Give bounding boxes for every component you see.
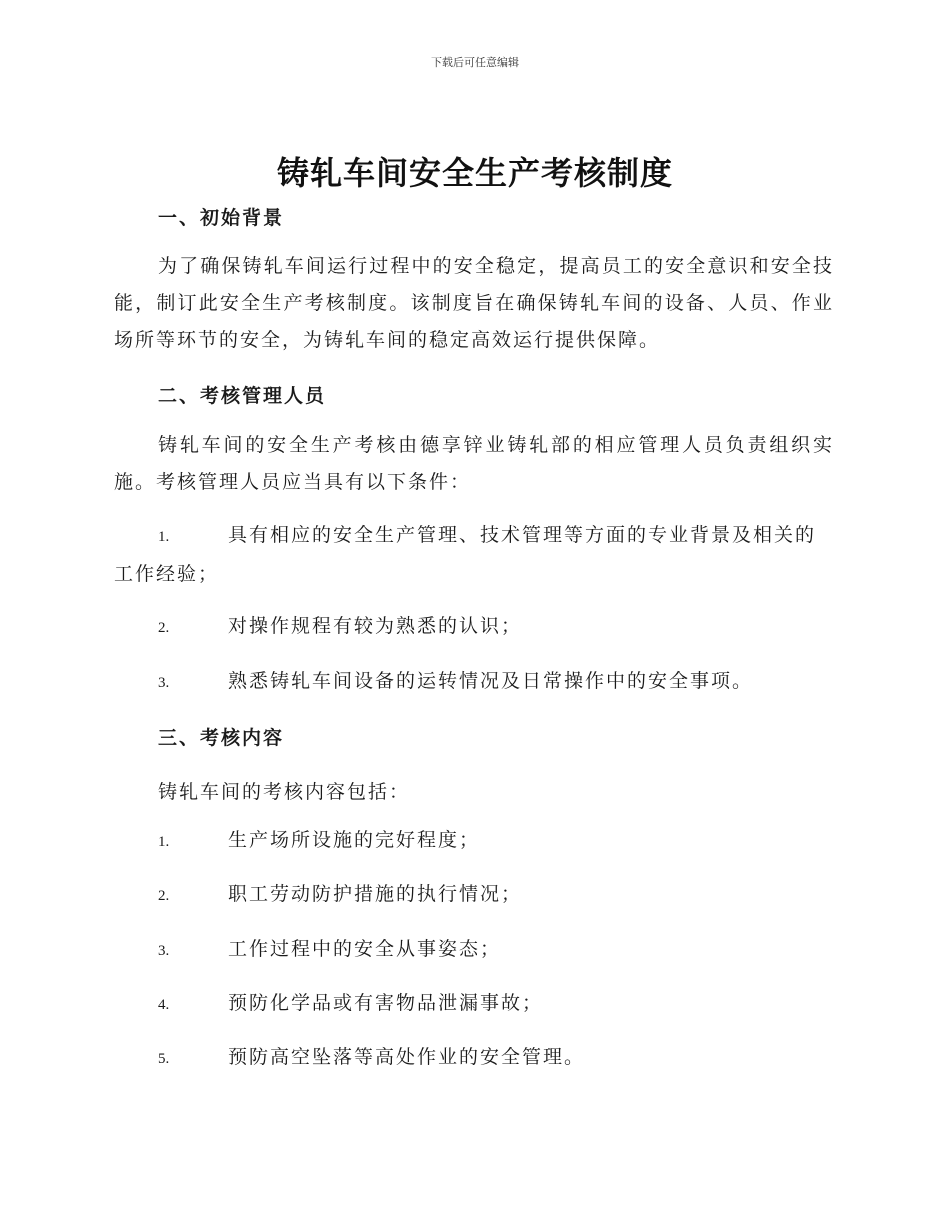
section-2-list-item	[114, 663, 834, 702]
list-text: 生产场所设施的完好程度；	[228, 829, 481, 851]
list-number: 2.	[158, 888, 170, 904]
list-text: 预防化学品或有害物品泄漏事故；	[228, 992, 544, 1014]
list-text: 工作过程中的安全从事姿态；	[228, 938, 502, 960]
list-number: 3.	[158, 675, 170, 691]
section-2-list-item	[114, 517, 834, 593]
section-2-paragraph: 铸轧车间的安全生产考核由德享锌业铸轧部的相应管理人员负责组织实施。考核管理人员应当具有以下条件：	[114, 434, 834, 493]
list-text: 对操作规程有较为熟悉的认识；	[228, 615, 523, 637]
list-number: 5.	[158, 1051, 170, 1067]
list-text: 具有相应的安全生产管理、技术管理等方面的专业背景及相关的工作经验；	[114, 524, 817, 585]
section-2-heading: 二、考核管理人员	[158, 385, 327, 407]
list-number: 4.	[158, 997, 170, 1013]
section-3-list-item	[114, 985, 834, 1024]
section-3-intro: 铸轧车间的考核内容包括：	[158, 781, 411, 803]
section-3-list-item	[114, 822, 834, 861]
section-3-heading: 三、考核内容	[158, 727, 285, 749]
page-header-note: 下载后可任意编辑	[431, 56, 519, 69]
section-3-list-item	[114, 876, 834, 915]
section-3-list-item	[114, 931, 834, 970]
list-text: 职工劳动防护措施的执行情况；	[228, 883, 523, 905]
list-number: 1.	[158, 834, 170, 850]
list-text: 熟悉铸轧车间设备的运转情况及日常操作中的安全事项。	[228, 670, 754, 692]
section-1-heading: 一、初始背景	[158, 207, 285, 229]
list-number: 1.	[158, 529, 170, 545]
section-1-paragraph: 为了确保铸轧车间运行过程中的安全稳定，提高员工的安全意识和安全技能，制订此安全生产考核制度。该制度旨在确保铸轧车间的设备、人员、作业场所等环节的安全，为铸轧车间的稳定高效运行提供保障。	[114, 255, 834, 351]
section-3-list-item	[114, 1039, 834, 1078]
list-number: 3.	[158, 943, 170, 959]
document-title: 铸轧车间安全生产考核制度	[276, 154, 673, 192]
section-2-list-item	[114, 608, 834, 647]
list-number: 2.	[158, 620, 170, 636]
list-text: 预防高空坠落等高处作业的安全管理。	[228, 1046, 586, 1068]
